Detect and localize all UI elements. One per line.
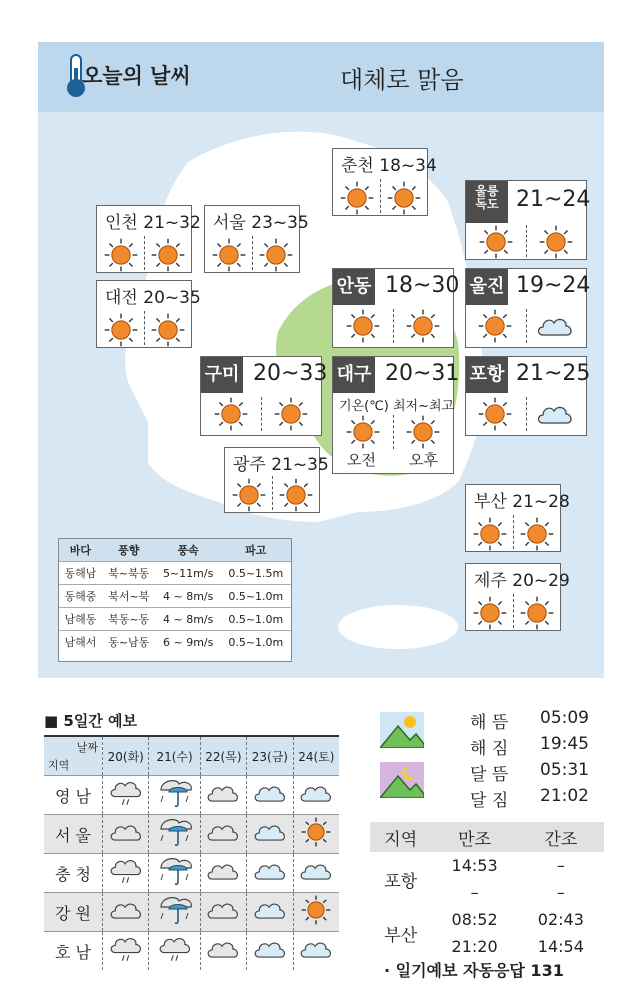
table-row [44,854,339,893]
city-temp: 21~24 [516,187,591,212]
table-row [44,932,339,971]
sea-cell: 0.5~1.0m [221,608,291,631]
sun-icon [478,397,512,431]
day-header: 20(화) [103,736,149,776]
partly-cloudy-icon [247,932,293,971]
cloud-icon [200,893,246,932]
city-label: 대전 20~35 [105,288,201,308]
pm-label: 오후 [409,451,438,469]
forecast-table [44,735,339,970]
card-incheon [96,205,201,273]
tide-low: 02:43 [537,910,584,929]
table-row [59,608,291,631]
sea-cell: 0.5~1.5m [221,562,291,585]
sun-icon [406,309,440,343]
moonset-time: 21:02 [540,786,589,806]
table-row [59,631,291,654]
umbrella-rain-icon [149,776,200,815]
cloud-icon [103,815,149,854]
sea-header: 풍속 [156,539,221,562]
sea-cell: 동해남 [59,562,102,585]
city-label: 춘천 18~34 [341,156,437,176]
partly-cloudy-icon [293,932,339,971]
moonrise-icon [380,762,424,798]
card-gwangju [224,447,329,513]
map-title: 오늘의 날씨 [82,64,191,88]
sunrise-label: 해 뜸 [470,713,509,733]
card-jeju [465,563,570,631]
sun-icon [151,313,185,347]
card-daejeon [96,280,201,348]
card-gumi [200,356,328,436]
sun-icon [279,478,313,512]
moonset-label: 달 짐 [470,791,509,811]
sun-icon [214,397,248,431]
tide-high: – [470,883,479,902]
tide-high: 14:53 [451,856,498,875]
sea-cell: 동해중 [59,585,102,608]
moonrise-time: 05:31 [540,760,589,780]
city-label: 구미 [201,357,243,393]
sunrise-icon [380,712,424,748]
city-label: 안동 [333,269,375,305]
table-row [44,776,339,815]
sun-icon [473,517,507,551]
tide-low: – [556,856,565,875]
sun-icon [212,238,246,272]
city-label: 울릉 독도 [466,181,508,223]
tide-high: 21:20 [451,937,498,956]
sea-header: 풍향 [102,539,156,562]
sea-cell: 4 ~ 8m/s [156,608,221,631]
sea-cell: 동~남동 [102,631,156,654]
sea-cell: 북동~동 [102,608,156,631]
sea-cell: 남해서 [59,631,102,654]
sun-icon [259,238,293,272]
cloud-icon [200,815,246,854]
partly-cloudy-icon [535,313,575,339]
sun-icon [520,517,554,551]
card-seoul [204,205,309,273]
umbrella-rain-icon [149,854,200,893]
city-label: 포항 [466,357,508,393]
sun-icon [340,181,374,215]
tide-header: 만조 [431,822,517,852]
city-label: 부산 21~28 [474,492,570,512]
region-name: 강 원 [44,893,103,932]
moonrise-label: 달 뜸 [470,765,509,785]
cloud-icon [200,932,246,971]
region-name: 영 남 [44,776,103,815]
partly-cloudy-icon [293,776,339,815]
sun-icon [479,225,513,259]
card-chuncheon [332,148,437,216]
rain-cloud-icon [149,932,200,971]
day-header: 23(금) [247,736,293,776]
partly-cloudy-icon [247,893,293,932]
sea-cell: 4 ~ 8m/s [156,585,221,608]
city-label: 제주 20~29 [474,571,570,591]
sun-icon [478,309,512,343]
tide-table [370,822,604,960]
table-row [59,562,291,585]
card-andong [332,268,460,348]
tide-low: – [556,883,565,902]
sea-cell: 0.5~1.0m [221,631,291,654]
rain-cloud-icon [103,932,149,971]
card-ulleung [465,180,591,260]
city-label: 대구 [333,357,375,393]
sun-icon [104,313,138,347]
sun-icon [406,415,440,449]
tide-header: 간조 [518,822,604,852]
rain-cloud-icon [103,854,149,893]
tide-region: 포항 [384,871,418,892]
city-temp: 20~33 [253,361,328,386]
corner-cell [44,736,103,776]
sun-icon [473,596,507,630]
sea-cell: 북~북동 [102,562,156,585]
sun-icon [520,596,554,630]
partly-cloudy-icon [535,401,575,427]
city-temp: 18~30 [385,273,460,298]
sunset-time: 19:45 [540,734,589,754]
city-label: 인천 21~32 [105,213,201,233]
rain-cloud-icon [103,776,149,815]
city-label: 울진 [466,269,508,305]
city-temp: 19~24 [516,273,591,298]
day-header: 24(토) [293,736,339,776]
sea-header: 바다 [59,539,102,562]
city-temp: 20~31 [385,361,460,386]
table-row [59,585,291,608]
am-label: 오전 [347,451,376,469]
day-header: 21(수) [149,736,200,776]
city-label: 서울 23~35 [213,213,309,233]
day-header: 22(목) [200,736,246,776]
sea-header: 파고 [221,539,291,562]
sun-icon [293,893,339,932]
region-name: 충 청 [44,854,103,893]
sea-cell: 6 ~ 9m/s [156,631,221,654]
card-daegu [332,356,460,474]
sun-icon [274,397,308,431]
cloud-icon [200,854,246,893]
umbrella-rain-icon [149,893,200,932]
region-name: 호 남 [44,932,103,971]
table-row [370,852,604,879]
sun-icon [293,815,339,854]
tide-high: 08:52 [451,910,498,929]
city-label: 광주 21~35 [233,455,329,475]
umbrella-rain-icon [149,815,200,854]
cloud-icon [103,893,149,932]
table-row [44,815,339,854]
partly-cloudy-icon [247,776,293,815]
cloud-icon [200,776,246,815]
corner-top: 날짜 [76,741,98,754]
sun-icon [151,238,185,272]
phone-info: · 일기예보 자동응답 131 [384,961,564,980]
partly-cloudy-icon [247,815,293,854]
partly-cloudy-icon [293,854,339,893]
sea-cell: 북서~북 [102,585,156,608]
map-condition: 대체로 맑음 [340,66,464,94]
region-name: 서 울 [44,815,103,854]
forecast-title: ■ 5일간 예보 [44,712,138,730]
sea-cell: 0.5~1.0m [221,585,291,608]
sea-cell: 남해동 [59,608,102,631]
table-row [44,893,339,932]
sun-icon [539,225,573,259]
tide-low: 14:54 [537,937,584,956]
sunset-label: 해 짐 [470,739,509,759]
city-temp: 21~25 [516,361,591,386]
partly-cloudy-icon [247,854,293,893]
tide-region: 부산 [384,925,418,946]
legend-label: 기온(℃) 최저~최고 [339,399,455,414]
sun-icon [346,309,380,343]
card-pohang [465,356,591,436]
sun-icon [346,415,380,449]
card-uljin [465,268,591,348]
card-busan [465,484,570,552]
table-row [370,906,604,933]
sunrise-time: 05:09 [540,708,589,728]
sea-conditions-table [58,538,292,662]
sun-icon [232,478,266,512]
tide-header: 지역 [370,822,431,852]
sun-icon [387,181,421,215]
sea-cell: 5~11m/s [156,562,221,585]
sun-icon [104,238,138,272]
corner-bottom: 지역 [48,759,70,772]
